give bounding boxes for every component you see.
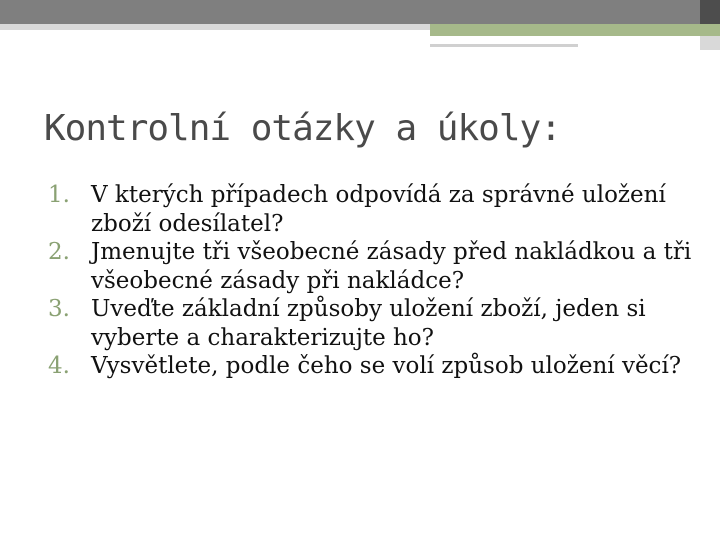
question-list	[0, 181, 700, 381]
top-decor-line	[430, 44, 578, 47]
question-text: Vysvětlete, podle čeho se volí způsob uložení věcí?	[91, 353, 682, 379]
right-decor-edge	[700, 36, 720, 50]
question-number: 2.	[48, 239, 70, 265]
top-decor-stripe-green	[430, 24, 720, 36]
question-text: Uveďte základní způsoby uložení zboží, jeden si vyberte a charakterizujte ho?	[91, 296, 646, 351]
top-decor-bar-end	[700, 0, 720, 24]
question-item	[0, 181, 700, 238]
question-item	[0, 295, 700, 352]
slide-title: Kontrolní otázky a úkoly:	[44, 108, 561, 149]
question-number: 3.	[48, 296, 70, 322]
question-text: V kterých případech odpovídá za správné uložení zboží odesílatel?	[91, 182, 666, 237]
question-text: Jmenujte tři všeobecné zásady před nakládkou a tři všeobecné zásady při nakládce?	[91, 239, 692, 294]
question-item	[0, 352, 700, 381]
question-number: 4.	[48, 353, 70, 379]
top-decor-bar	[0, 0, 700, 24]
question-number: 1.	[48, 182, 70, 208]
question-item	[0, 238, 700, 295]
top-decor-stripe-gray	[0, 24, 430, 30]
